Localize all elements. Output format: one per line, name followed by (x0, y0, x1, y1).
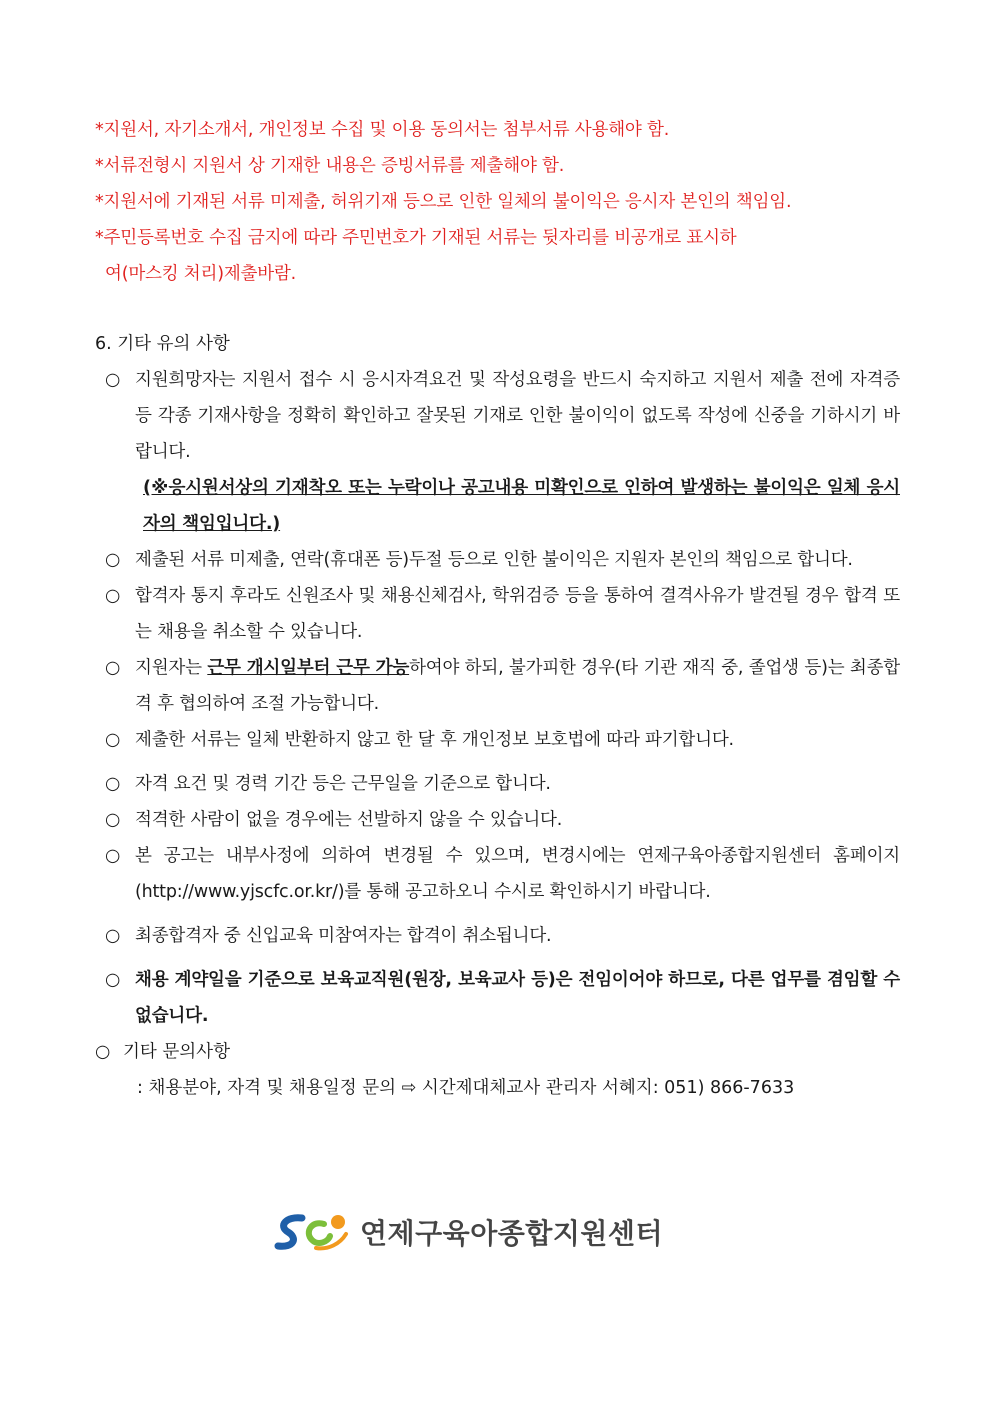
note-line-4: *주민등록번호 수집 금지에 따라 주민번호가 기재된 서류는 뒷자리를 비공개로 표시하 (95, 228, 737, 248)
item-text: 제출된 서류 미제출, 연락(휴대폰 등)두절 등으로 인한 불이익은 지원자 본인의 책임으로 합니다. (135, 550, 853, 570)
note-line-3: *지원서에 기재된 서류 미제출, 허위기재 등으로 인한 일체의 불이익은 응시자 본인의 책임임. (95, 192, 792, 212)
circle-bullet-icon: ○ (105, 370, 121, 390)
list-item (95, 802, 900, 838)
item-text: 자격 요건 및 경력 기간 등은 근무일을 기준으로 합니다. (135, 774, 551, 794)
list-item (95, 650, 900, 722)
item-text: 적격한 사람이 없을 경우에는 선발하지 않을 수 있습니다. (135, 810, 563, 830)
list-item (95, 722, 900, 758)
note-line-5: 여(마스킹 처리)제출바람. (105, 264, 297, 284)
item-text-after: 하여야 하되, 불가피한 경우(타 기관 재직 중, 졸업생 등)는 최종합격 후 협의하여 조절 가능합니다. (135, 658, 901, 714)
list-item (95, 918, 900, 954)
item-text-underlined: 근무 개시일부터 근무 가능 (207, 658, 410, 678)
section-heading: 6. 기타 유의 사항 (95, 334, 230, 354)
list-item (95, 542, 900, 578)
list-item (95, 838, 900, 910)
circle-bullet-icon: ○ (105, 970, 121, 990)
contact-heading (95, 1034, 900, 1070)
logo-text: 연제구육아종합지원센터 (360, 1217, 664, 1250)
item-text: 최종합격자 중 신입교육 미참여자는 합격이 취소됩니다. (135, 926, 552, 946)
list-item (95, 962, 900, 1034)
footer-logo (272, 1208, 722, 1256)
notes-block (95, 112, 900, 292)
note-line-2: *서류전형시 지원서 상 기재한 내용은 증빙서류를 제출해야 함. (95, 156, 565, 176)
list-item (95, 578, 900, 650)
circle-bullet-icon: ○ (105, 658, 121, 678)
circle-bullet-icon: ○ (105, 730, 121, 750)
item-text-before: 지원자는 (135, 658, 208, 678)
circle-bullet-icon: ○ (105, 774, 121, 794)
circle-bullet-icon: ○ (105, 926, 121, 946)
circle-bullet-icon: ○ (105, 586, 121, 606)
center-logo-icon (272, 1210, 354, 1254)
note-line-1: *지원서, 자기소개서, 개인정보 수집 및 이용 동의서는 첨부서류 사용해야 함. (95, 120, 670, 140)
notice-section (95, 326, 900, 1106)
item-text: 제출한 서류는 일체 반환하지 않고 한 달 후 개인정보 보호법에 따라 파기합니다. (135, 730, 734, 750)
item-text: 합격자 통지 후라도 신원조사 및 채용신체검사, 학위검증 등을 통하여 결격사유가 발견될 경우 합격 또는 채용을 취소할 수 있습니다. (135, 586, 900, 642)
circle-bullet-icon: ○ (105, 846, 121, 866)
list-item (95, 766, 900, 802)
circle-bullet-icon: ○ (105, 550, 121, 570)
contact-detail: : 채용분야, 자격 및 채용일정 문의 ⇨ 시간제대체교사 관리자 서혜지: 051) 866-7633 (137, 1078, 795, 1098)
circle-bullet-icon: ○ (105, 810, 121, 830)
item-text: 본 공고는 내부사정에 의하여 변경될 수 있으며, 변경시에는 연제구육아종합지원센터 홈페이지(http://www.yjscfc.or.kr/)를 통해 공고하오니 수시로 확인하시기 바랍니다. (135, 846, 900, 902)
list-item (95, 362, 900, 542)
warning-note: (※응시원서상의 기재착오 또는 누락이나 공고내용 미확인으로 인하여 발생하는 불이익은 일체 응시자의 책임입니다.) (143, 478, 900, 534)
item-text: 채용 계약일을 기준으로 보육교직원(원장, 보육교사 등)은 전임이어야 하므로, 다른 업무를 겸임할 수 없습니다. (135, 970, 900, 1026)
contact-heading-text: 기타 문의사항 (123, 1042, 230, 1062)
item-text: 지원희망자는 지원서 접수 시 응시자격요건 및 작성요령을 반드시 숙지하고 지원서 제출 전에 자격증 등 각종 기재사항을 정확히 확인하고 잘못된 기재로 인한 불이익이 없도록 작성에 신중을 기하시기 바랍니다. (135, 370, 900, 462)
circle-bullet-icon: ○ (95, 1042, 111, 1062)
